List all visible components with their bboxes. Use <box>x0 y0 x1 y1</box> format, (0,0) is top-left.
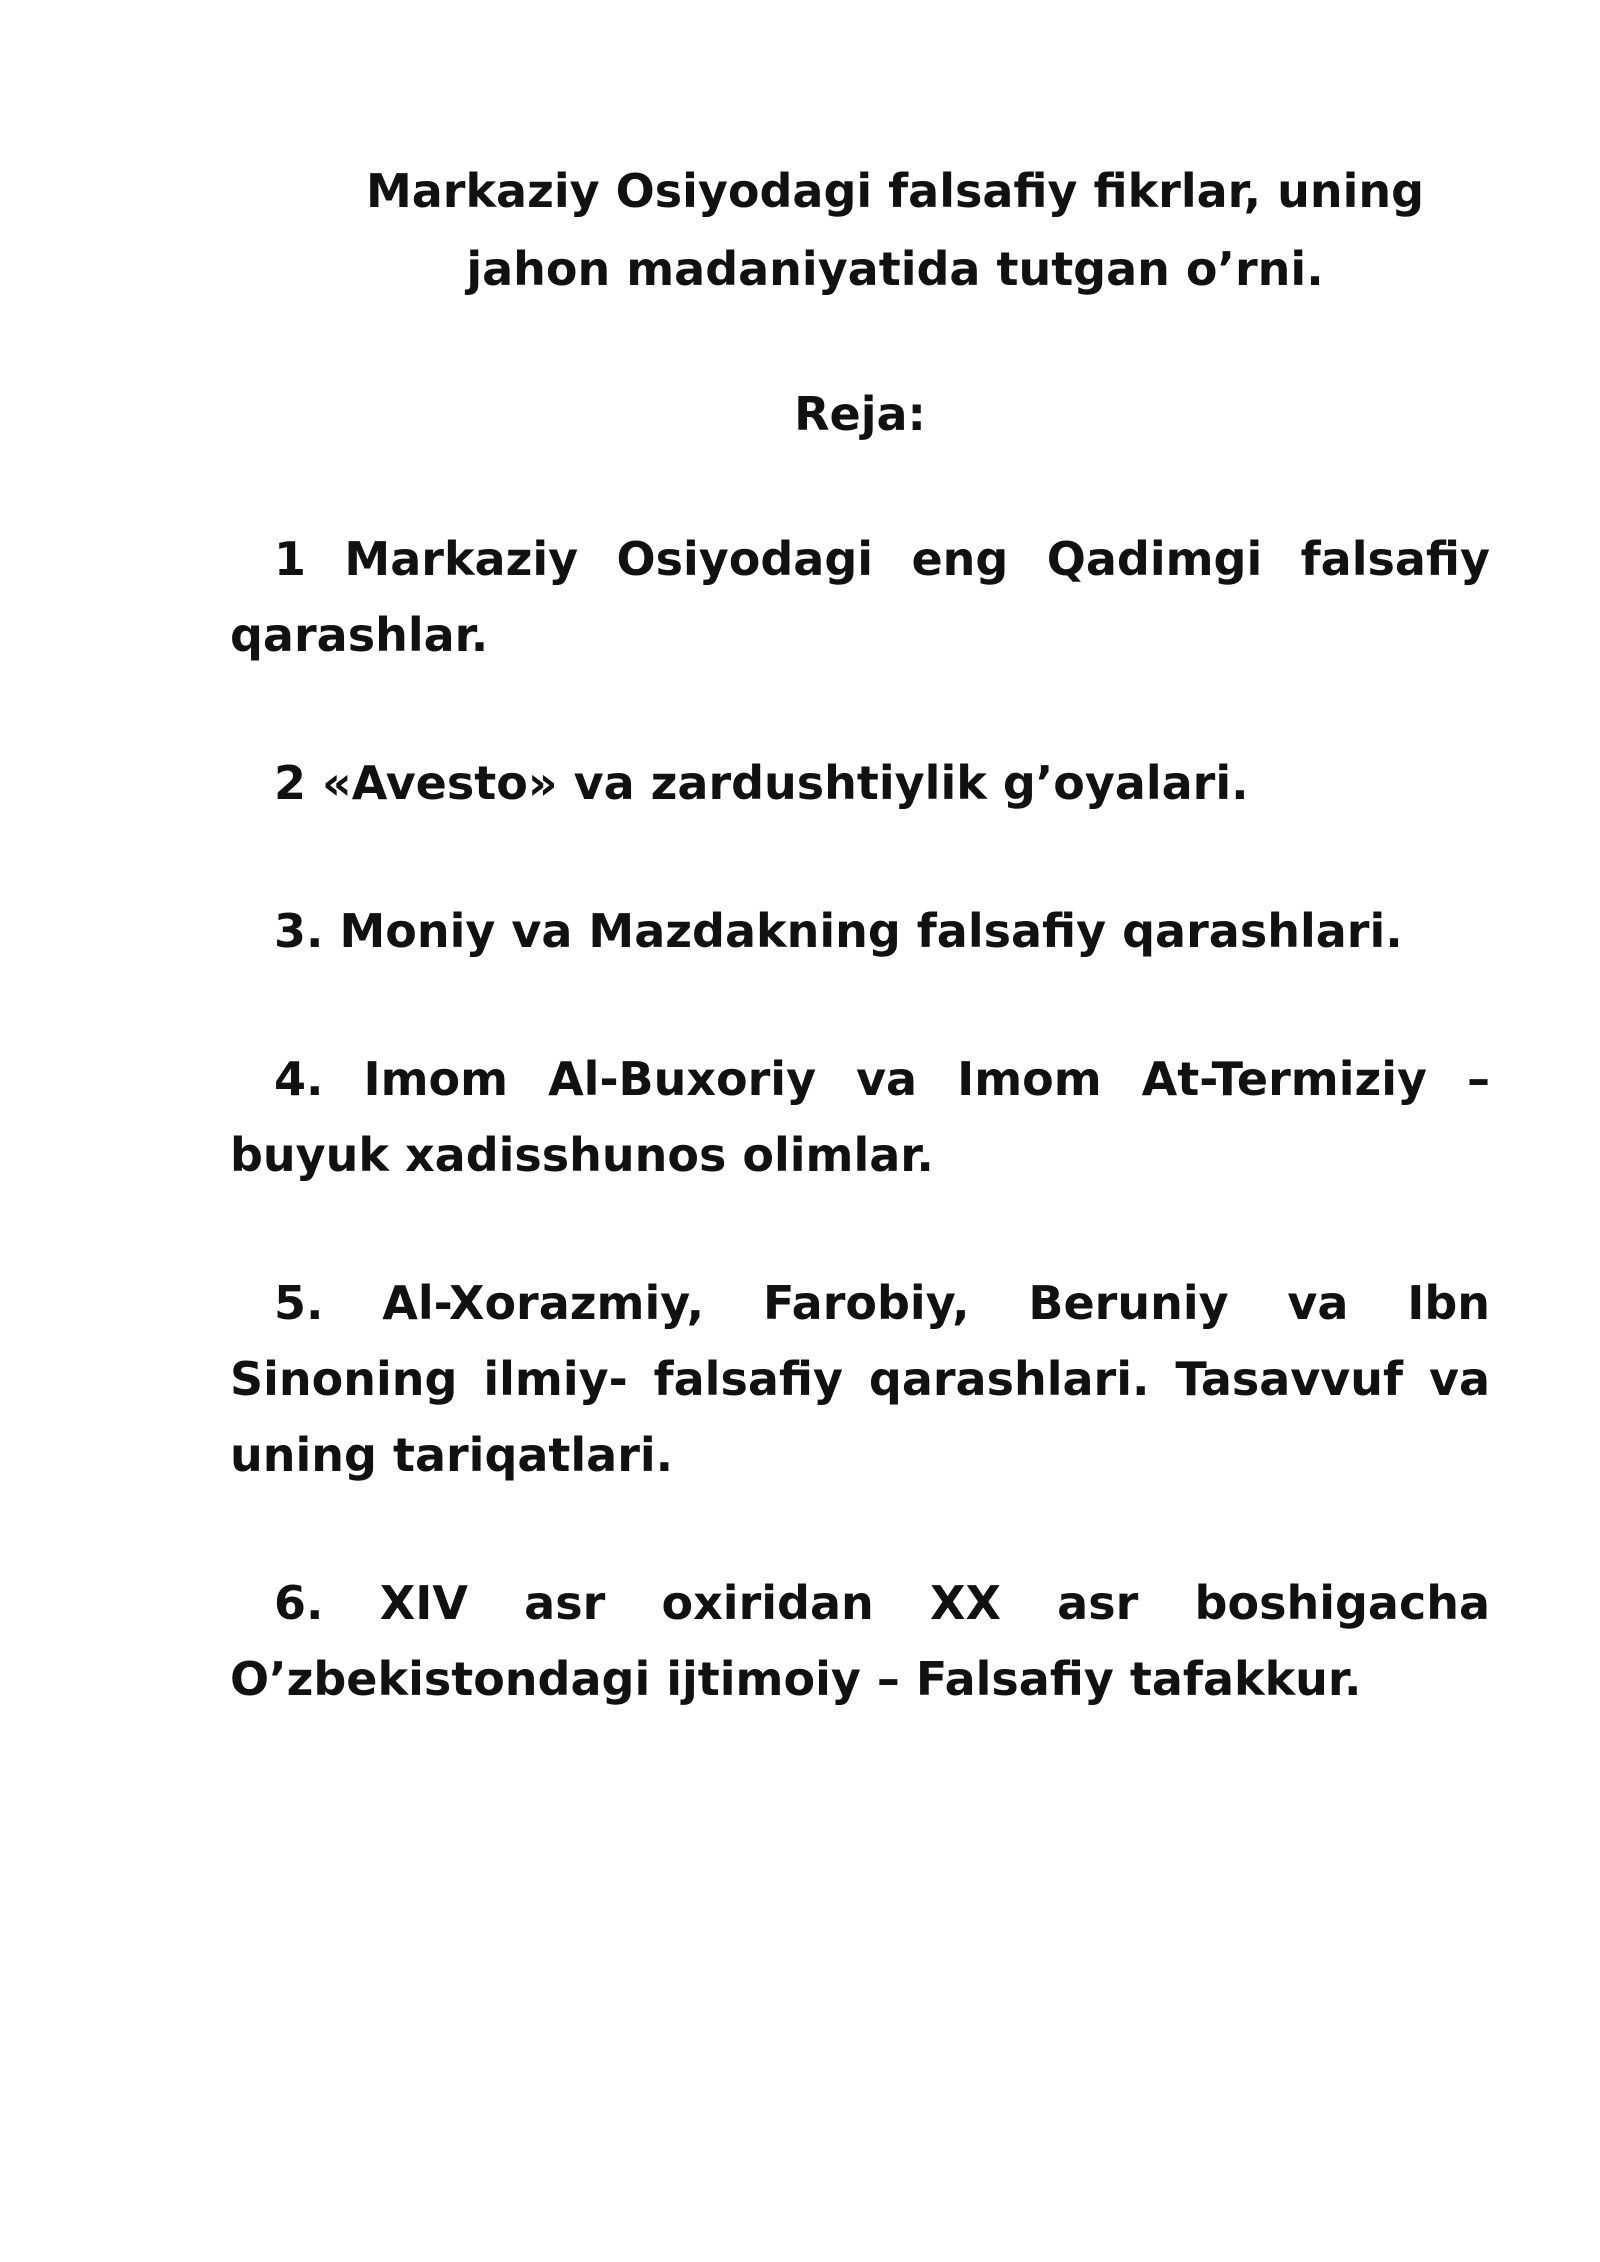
plan-item-6: 6. XIV asr oxiridan XX asr boshigacha O’zbekistondagi ijtimoiy – Falsafiy tafakkur. <box>230 1576 1490 1706</box>
plan-heading: Reja: <box>794 387 926 441</box>
document-title <box>330 152 1460 308</box>
document-title-line-2: jahon madaniyatida tutgan o’rni. <box>466 242 1324 296</box>
plan-item-4: 4. Imom Al-Buxoriy va Imom At-Termiziy – buyuk xadisshunos olimlar. <box>230 1052 1490 1182</box>
document-title-line-1: Markaziy Osiyodagi falsafiy fikrlar, uning <box>365 164 1425 218</box>
plan-item-3: 3. Moniy va Mazdakning falsafiy qarashlari. <box>274 904 1403 958</box>
plan-item-2: 2 «Avesto» va zardushtiylik g’oyalari. <box>274 756 1249 810</box>
plan-item-5: 5. Al-Xorazmiy, Farobiy, Beruniy va Ibn Sinoning ilmiy- falsafiy qarashlari. Tasavvuf va uning tariqatlari. <box>230 1276 1490 1482</box>
plan-list <box>230 521 1490 1789</box>
plan-item-1: 1 Markaziy Osiyodagi eng Qadimgi falsafiy qarashlar. <box>230 532 1490 662</box>
